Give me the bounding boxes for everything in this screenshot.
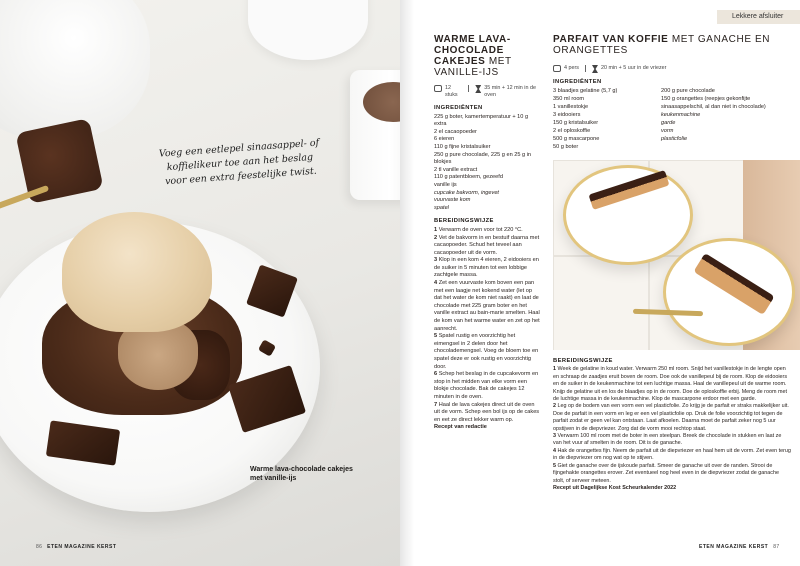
- section-tab: Lekkere afsluiter: [717, 10, 800, 24]
- ingredient: 150 g orangettes (reepjes gekonfijte sinaasappelschil, al dan niet in chocolade): [661, 96, 766, 110]
- ingredient: 350 ml room: [553, 96, 585, 102]
- page-number: 87: [773, 544, 780, 550]
- ingredient: 110 g patentbloem, gezeefd: [434, 174, 503, 181]
- ingredients-list: [661, 87, 771, 151]
- recipe-meta: [434, 85, 540, 99]
- white-bowl: [248, 0, 368, 60]
- recipe-credit: Recept uit Dagelijkse Kost Scheurkalender 2022: [553, 484, 677, 491]
- tile: [553, 256, 649, 350]
- divider: [468, 85, 469, 92]
- ingredient: 200 g pure chocolade: [661, 88, 715, 94]
- equipment: vuurvaste kom: [434, 197, 471, 204]
- gold-rim-plate: [563, 165, 693, 265]
- method-heading: BEREIDINGSWIJZE: [553, 358, 613, 364]
- equipment: spatel: [434, 204, 449, 211]
- servings-icon: [553, 65, 561, 72]
- magazine-name: ETEN MAGAZINE KERST: [699, 544, 769, 550]
- ingredient: 2 el oploskoffie: [553, 128, 591, 134]
- parfait-photo: [553, 160, 800, 350]
- recipe-title: [434, 34, 540, 78]
- equipment: plasticfolie: [661, 136, 688, 142]
- method-step: 2 Vet de bakvorm in en bestuif daarna met cacaopoeder. Schud het teveel aan cacaopoeder uit de vorm.: [434, 234, 540, 256]
- right-footer: [699, 544, 779, 550]
- ingredient: 2 el cacaopoeder: [434, 128, 477, 135]
- method-step: 4 Zet een vuurvaste kom boven een pan met een laagje net kokend water (let op dat het water de kom niet raakt) en laat de chocolade met 225 gram boter en het vanille extract au bain-marie smelten. Haal de kom van het warme water en zet op het aanrecht.: [434, 280, 540, 332]
- ingredient: vanille ijs: [434, 181, 457, 188]
- ingredient: 50 g boter: [553, 144, 579, 150]
- recipe-credit: Recept van redactie: [434, 424, 487, 431]
- page-number: 86: [36, 544, 43, 550]
- ingredient: 225 g boter, kamertemperatuur + 10 g extra: [434, 113, 529, 128]
- equipment: cupcake bakvorm, ingevet: [434, 189, 499, 196]
- method-step: 2 Leg op de bodem van een vorm een vel plasticfolie. Zo krijg je de parfait er straks makkelijker uit. Doe de parfait in een vorm en leg er een vel plasticfolie op. Druk de folie voorzichtig tot tegen de parfait zodat er geen vel kan ontstaan. Laat afkoelen. Daarna moet de parfait zeker nog 5 uur opstijven in de diepvriezer. Zorg dat de vorm mooi rechtop staat.: [553, 403, 789, 432]
- ingredient: 1 vanillestokje: [553, 104, 589, 110]
- ingredient: 2 tl vanille extract: [434, 166, 478, 173]
- linen-cloth: [0, 0, 150, 140]
- ingredients-heading: INGREDIËNTEN: [434, 105, 483, 111]
- servings-icon: [434, 85, 442, 92]
- method-step: 5 Giet de ganache over de ijskoude parfait. Smeer de ganache uit over de randen. Strooi de fijngehakte orangettes erover. Zet eventueel nog heel even in de diepvriezer zodat de ganache stolt, of serveer meteen.: [553, 462, 779, 484]
- recipe-title-bold: WARME LAVA-CHOCOLADE CAKEJES: [434, 34, 511, 67]
- ingredients-columns: [553, 87, 783, 151]
- left-footer: [36, 544, 116, 550]
- divider: [585, 65, 586, 72]
- equipment: keukenmachine: [661, 112, 701, 118]
- timer-icon: [475, 85, 481, 93]
- ingredient: 3 eidooiers: [553, 112, 581, 118]
- page-gutter: [400, 0, 414, 566]
- method-steps: [553, 358, 791, 492]
- magazine-name: ETEN MAGAZINE KERST: [47, 544, 117, 550]
- recipe-title: [553, 34, 783, 56]
- method-step: 1 Verwarm de oven voor tot 220 °C.: [434, 226, 523, 233]
- method-step: 3 Klop in een kom 4 eieren, 2 eidooiers en de suiker in 5 minuten tot een lobbige zachtgele massa.: [434, 257, 539, 279]
- method-step: 5 Spatel rustig en voorzichtig het eimengsel in 2 delen door het chocolademengsel. Voeg de bloem toe en spatel deze er ook rustig en voorzichtig door.: [434, 333, 539, 370]
- equipment: vorm: [661, 128, 674, 134]
- photo-caption: Warme lava-chocolade cakejes met vanille-ijs: [250, 466, 353, 482]
- method-step: 4 Hak de orangettes fijn. Neem de parfait uit de diepvriezer en haal hem uit de vorm. Zet even terug in de diepvriezer om nog wat op te stijven.: [553, 447, 791, 462]
- recipe-title-bold: PARFAIT VAN KOFFIE: [553, 34, 669, 45]
- servings: 12 stuks: [445, 85, 458, 98]
- ingredients-block: [553, 72, 783, 151]
- ingredient: 150 g kristalsuiker: [553, 120, 599, 126]
- ingredient: 250 g pure chocolade, 225 g en 25 g in blokjes: [434, 151, 532, 166]
- recipe-title-light: MET VANILLE-IJS: [434, 56, 512, 78]
- prep-time: 35 min + 12 min in de oven: [484, 85, 536, 98]
- ingredient: 3 blaadjes gelatine (5,7 g): [553, 88, 618, 94]
- ingredient: 6 eieren: [434, 136, 455, 143]
- recipe-title-light: MET GANACHE EN ORANGETTES: [553, 34, 771, 56]
- method-step: 1 Week de gelatine in koud water. Verwarm 250 ml room. Snijd het vanillestokje in de lengte open en schraap de zaadjes eruit boven de room. Doe ook de vanillepeul bij de room. Klop de eidooiers en de suiker in de keukenmachine tot een luchtige massa. Haal de vanillepeul uit de warme room. Knijp de gelatine uit en los de blaadjes op in de room. Doe de oploskoffie erbij. Meng de room met de luchtige massa in de keukenmachine. Klop de mascarpone erdoor met een garde.: [553, 366, 788, 403]
- equipment: garde: [661, 120, 676, 126]
- handwritten-tip: Voeg een eetlepel sinaasappel- of koffielikeur toe aan het beslag voor een extra feestelijke twist.: [158, 137, 320, 188]
- ingredients-heading: INGREDIËNTEN: [553, 79, 602, 85]
- method-step: 7 Haal de lava cakejes direct uit de oven uit de vorm. Schep een bol ijs op de cakes en eet ze direct lekker warm op.: [434, 401, 540, 423]
- ingredients-list: [434, 114, 540, 213]
- prep-time: 20 min + 5 uur in de vriezer: [600, 65, 667, 71]
- ingredients-list: [553, 87, 661, 151]
- servings: 4 pers: [564, 65, 579, 71]
- method-step: 6 Schep het beslag in de cupcakevorm en stop in het midden van elke vorm een blokje chocolade. Bak de cakejes 12 minuten in de oven.: [434, 371, 539, 400]
- recipe-lava-cake: [434, 34, 540, 432]
- method-heading: BEREIDINGSWIJZE: [434, 218, 494, 225]
- vanilla-icecream-scoop: [62, 212, 212, 332]
- ingredient: 500 g mascarpone: [553, 136, 600, 142]
- method-step: 3 Verwarm 100 ml room met de boter in een steelpan. Breek de chocolade in stukken en laat ze van het vuur af smelten in de room. Dit is de ganache.: [553, 433, 782, 447]
- method-steps: [434, 227, 540, 432]
- ingredient: 110 g fijne kristalsuiker: [434, 143, 491, 150]
